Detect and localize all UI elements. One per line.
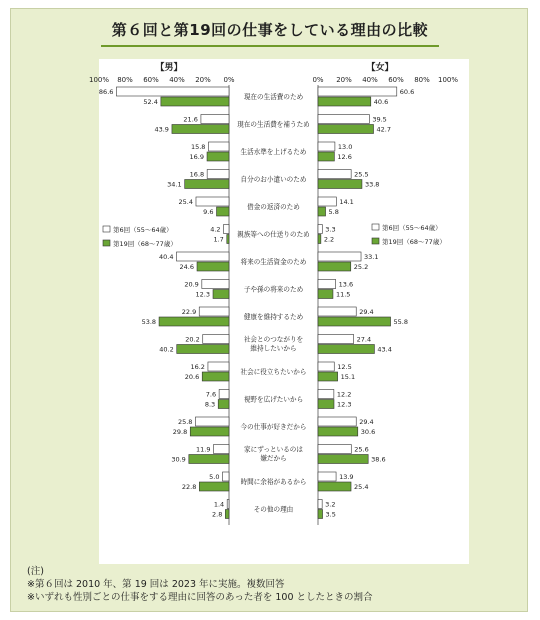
category-label: 維持したいから <box>250 344 297 353</box>
female-legend-label-19: 第19回（68～77歳） <box>382 238 446 246</box>
male-data-label: 22.8 <box>181 483 197 491</box>
female-bar <box>318 170 351 179</box>
category-label: 生活水準を上げるため <box>240 148 307 156</box>
female-data-label: 5.8 <box>328 208 339 216</box>
category-label: 社会とのつながりを <box>243 335 304 344</box>
chart-title: 第６回と第19回の仕事をしている理由の比較 <box>111 21 429 39</box>
female-bar <box>318 97 371 106</box>
male-data-label: 1.7 <box>213 235 224 244</box>
female-data-label: 3.3 <box>325 225 336 234</box>
female-bar <box>318 510 323 519</box>
note-heading: (注) <box>27 566 44 577</box>
male-data-label: 30.9 <box>171 455 186 464</box>
male-data-label: 16.9 <box>189 153 205 161</box>
female-tick-label: 0% <box>312 76 324 84</box>
male-legend-swatch-6 <box>103 226 110 232</box>
male-bar <box>207 152 229 161</box>
female-data-label: 25.2 <box>353 263 369 271</box>
category-label: 将来の生活資金のため <box>240 258 307 266</box>
male-tick-label: 40% <box>169 76 185 84</box>
female-tick-label: 40% <box>362 76 378 84</box>
female-tick-label: 80% <box>414 76 430 84</box>
female-bar <box>318 362 334 371</box>
male-bar <box>224 225 229 234</box>
category-label: 健康を維持するため <box>243 313 304 321</box>
female-data-label: 13.0 <box>337 143 353 151</box>
note-percentage-basis: ※いずれも性別ごとの仕事をする理由に回答のあった者を 100 としたときの割合 <box>27 592 373 603</box>
female-bar <box>318 225 322 234</box>
female-legend-swatch-19 <box>372 238 379 244</box>
female-data-label: 3.2 <box>325 500 336 509</box>
category-label: 家にずっといるのは <box>244 445 303 454</box>
female-bar <box>318 445 351 454</box>
chart-svg <box>11 9 529 569</box>
male-tick-label: 60% <box>143 76 159 84</box>
female-tick-label: 100% <box>437 76 459 84</box>
female-data-label: 33.1 <box>364 253 379 261</box>
female-bar <box>318 252 361 261</box>
category-label: 親族等への仕送りのため <box>237 230 310 239</box>
female-bar <box>318 455 368 464</box>
male-data-label: 52.4 <box>143 98 158 106</box>
female-data-label: 25.5 <box>354 170 369 179</box>
male-bar <box>177 345 229 354</box>
male-bar <box>195 417 229 426</box>
female-bar <box>318 290 333 299</box>
male-data-label: 20.6 <box>184 373 200 381</box>
notes <box>27 565 373 604</box>
female-bar <box>318 115 369 124</box>
female-data-label: 14.1 <box>339 198 354 206</box>
male-bar <box>208 142 229 151</box>
female-bar <box>318 317 391 326</box>
male-tick-label: 100% <box>88 76 110 84</box>
female-bar <box>318 180 362 189</box>
category-label: 今の仕事が好きだから <box>240 423 307 431</box>
male-tick-label: 80% <box>117 76 133 84</box>
male-bar <box>218 400 229 409</box>
female-data-label: 13.9 <box>339 473 354 481</box>
female-bar <box>318 262 351 271</box>
male-bar <box>223 472 230 481</box>
male-bar <box>213 290 229 299</box>
category-label: 視野を広げたいから <box>243 395 304 404</box>
male-bar <box>199 482 229 491</box>
female-data-label: 29.4 <box>359 418 374 426</box>
male-bar <box>219 390 229 399</box>
male-data-label: 29.8 <box>172 428 188 436</box>
male-data-label: 43.9 <box>154 125 169 134</box>
male-legend-label-19: 第19回（68～77歳） <box>113 240 177 248</box>
category-label: 社会に役立ちたいから <box>240 368 307 376</box>
male-bar <box>172 125 229 134</box>
category-label: 嫌だから <box>260 454 287 463</box>
male-data-label: 21.6 <box>183 115 198 124</box>
female-data-label: 12.2 <box>336 390 352 399</box>
panel-label-male: 【男】 <box>155 63 183 73</box>
male-data-label: 2.8 <box>212 510 223 519</box>
female-data-label: 38.6 <box>371 455 386 464</box>
note-survey-years: ※第６回は 2010 年、第 19 回は 2023 年に実施。複数回答 <box>27 579 285 590</box>
female-tick-label: 60% <box>388 76 404 84</box>
male-data-label: 25.4 <box>178 198 193 206</box>
female-data-label: 39.5 <box>372 115 387 124</box>
male-bar <box>227 500 229 509</box>
female-data-label: 55.8 <box>393 318 409 326</box>
female-data-label: 27.4 <box>356 335 372 344</box>
female-bar <box>318 500 322 509</box>
category-label: 自分のお小遣いのため <box>240 175 307 184</box>
female-data-label: 2.2 <box>323 235 335 244</box>
female-bar <box>318 235 321 244</box>
male-data-label: 15.8 <box>190 143 206 151</box>
category-label: 現在の生活費を補うため <box>237 120 310 129</box>
female-bar <box>318 345 374 354</box>
male-data-label: 22.9 <box>181 308 197 316</box>
male-bar <box>116 87 229 96</box>
female-bar <box>318 152 334 161</box>
female-bar <box>318 335 354 344</box>
female-data-label: 12.6 <box>337 153 352 161</box>
male-bar <box>196 197 229 206</box>
female-bar <box>318 87 397 96</box>
male-data-label: 40.2 <box>159 345 174 354</box>
male-data-label: 86.6 <box>98 88 114 96</box>
male-data-label: 11.9 <box>196 445 211 454</box>
male-tick-label: 20% <box>195 76 211 84</box>
male-bar <box>197 262 229 271</box>
male-bar <box>203 335 229 344</box>
male-bar <box>225 510 229 519</box>
male-data-label: 7.6 <box>205 390 217 399</box>
male-bar <box>227 235 229 244</box>
male-bar <box>214 445 229 454</box>
female-legend-label-6: 第6回（55～64歳） <box>382 224 442 232</box>
female-data-label: 30.6 <box>360 428 376 436</box>
male-data-label: 40.4 <box>158 253 174 261</box>
female-bar <box>318 280 336 289</box>
male-data-label: 8.3 <box>204 400 216 409</box>
female-bar <box>318 142 335 151</box>
female-bar <box>318 372 338 381</box>
male-bar <box>189 455 229 464</box>
male-data-label: 20.2 <box>185 335 200 344</box>
female-data-label: 12.3 <box>336 400 352 409</box>
male-tick-label: 0% <box>223 76 235 84</box>
category-label: 時間に余裕があるから <box>240 478 307 486</box>
male-data-label: 16.8 <box>189 170 205 179</box>
category-label: 子や孫の将来のため <box>243 285 304 294</box>
female-bar <box>318 427 358 436</box>
female-bar <box>318 482 351 491</box>
category-label: 現在の生活費のため <box>243 93 304 101</box>
female-bar <box>318 197 336 206</box>
female-data-label: 43.4 <box>377 345 392 354</box>
male-data-label: 5.0 <box>209 473 220 481</box>
male-data-label: 9.6 <box>203 208 214 216</box>
female-data-label: 13.6 <box>338 280 354 289</box>
category-label: その他の理由 <box>253 505 294 514</box>
female-data-label: 42.7 <box>376 125 391 134</box>
female-data-label: 29.4 <box>359 308 374 316</box>
male-bar <box>185 180 229 189</box>
female-data-label: 15.1 <box>340 373 356 381</box>
male-bar <box>217 207 229 216</box>
female-data-label: 12.5 <box>337 363 352 371</box>
female-data-label: 3.5 <box>325 510 336 519</box>
male-data-label: 25.8 <box>177 418 193 426</box>
male-data-label: 34.1 <box>167 180 182 189</box>
male-data-label: 24.6 <box>179 263 195 271</box>
female-data-label: 11.5 <box>335 290 351 299</box>
male-data-label: 4.2 <box>210 225 221 234</box>
female-data-label: 25.4 <box>354 483 369 491</box>
female-tick-label: 20% <box>336 76 352 84</box>
female-bar <box>318 125 374 134</box>
female-bar <box>318 400 334 409</box>
male-bar <box>190 427 229 436</box>
male-data-label: 1.4 <box>213 500 225 509</box>
male-bar <box>207 170 229 179</box>
category-label: 借金の返済のため <box>247 203 300 211</box>
female-bar <box>318 207 326 216</box>
male-legend-swatch-19 <box>103 240 110 246</box>
female-data-label: 25.6 <box>354 445 369 454</box>
male-bar <box>161 97 229 106</box>
female-data-label: 60.6 <box>399 88 415 96</box>
male-bar <box>202 372 229 381</box>
male-bar <box>159 317 229 326</box>
male-data-label: 53.8 <box>141 318 157 326</box>
male-data-label: 20.9 <box>184 280 199 289</box>
panel-label-female: 【女】 <box>366 63 394 73</box>
male-data-label: 12.3 <box>195 290 211 299</box>
figure-frame <box>10 8 528 612</box>
female-data-label: 33.8 <box>364 180 380 189</box>
female-bar <box>318 417 356 426</box>
male-bar <box>201 115 229 124</box>
male-legend-label-6: 第6回（55～64歳） <box>113 226 173 234</box>
female-legend-swatch-6 <box>372 224 379 230</box>
male-bar <box>199 307 229 316</box>
female-bar <box>318 390 334 399</box>
male-bar <box>176 252 229 261</box>
male-bar <box>202 280 229 289</box>
female-bar <box>318 307 356 316</box>
female-data-label: 40.6 <box>373 98 389 106</box>
female-bar <box>318 472 336 481</box>
male-data-label: 16.2 <box>190 363 205 371</box>
male-bar <box>208 362 229 371</box>
